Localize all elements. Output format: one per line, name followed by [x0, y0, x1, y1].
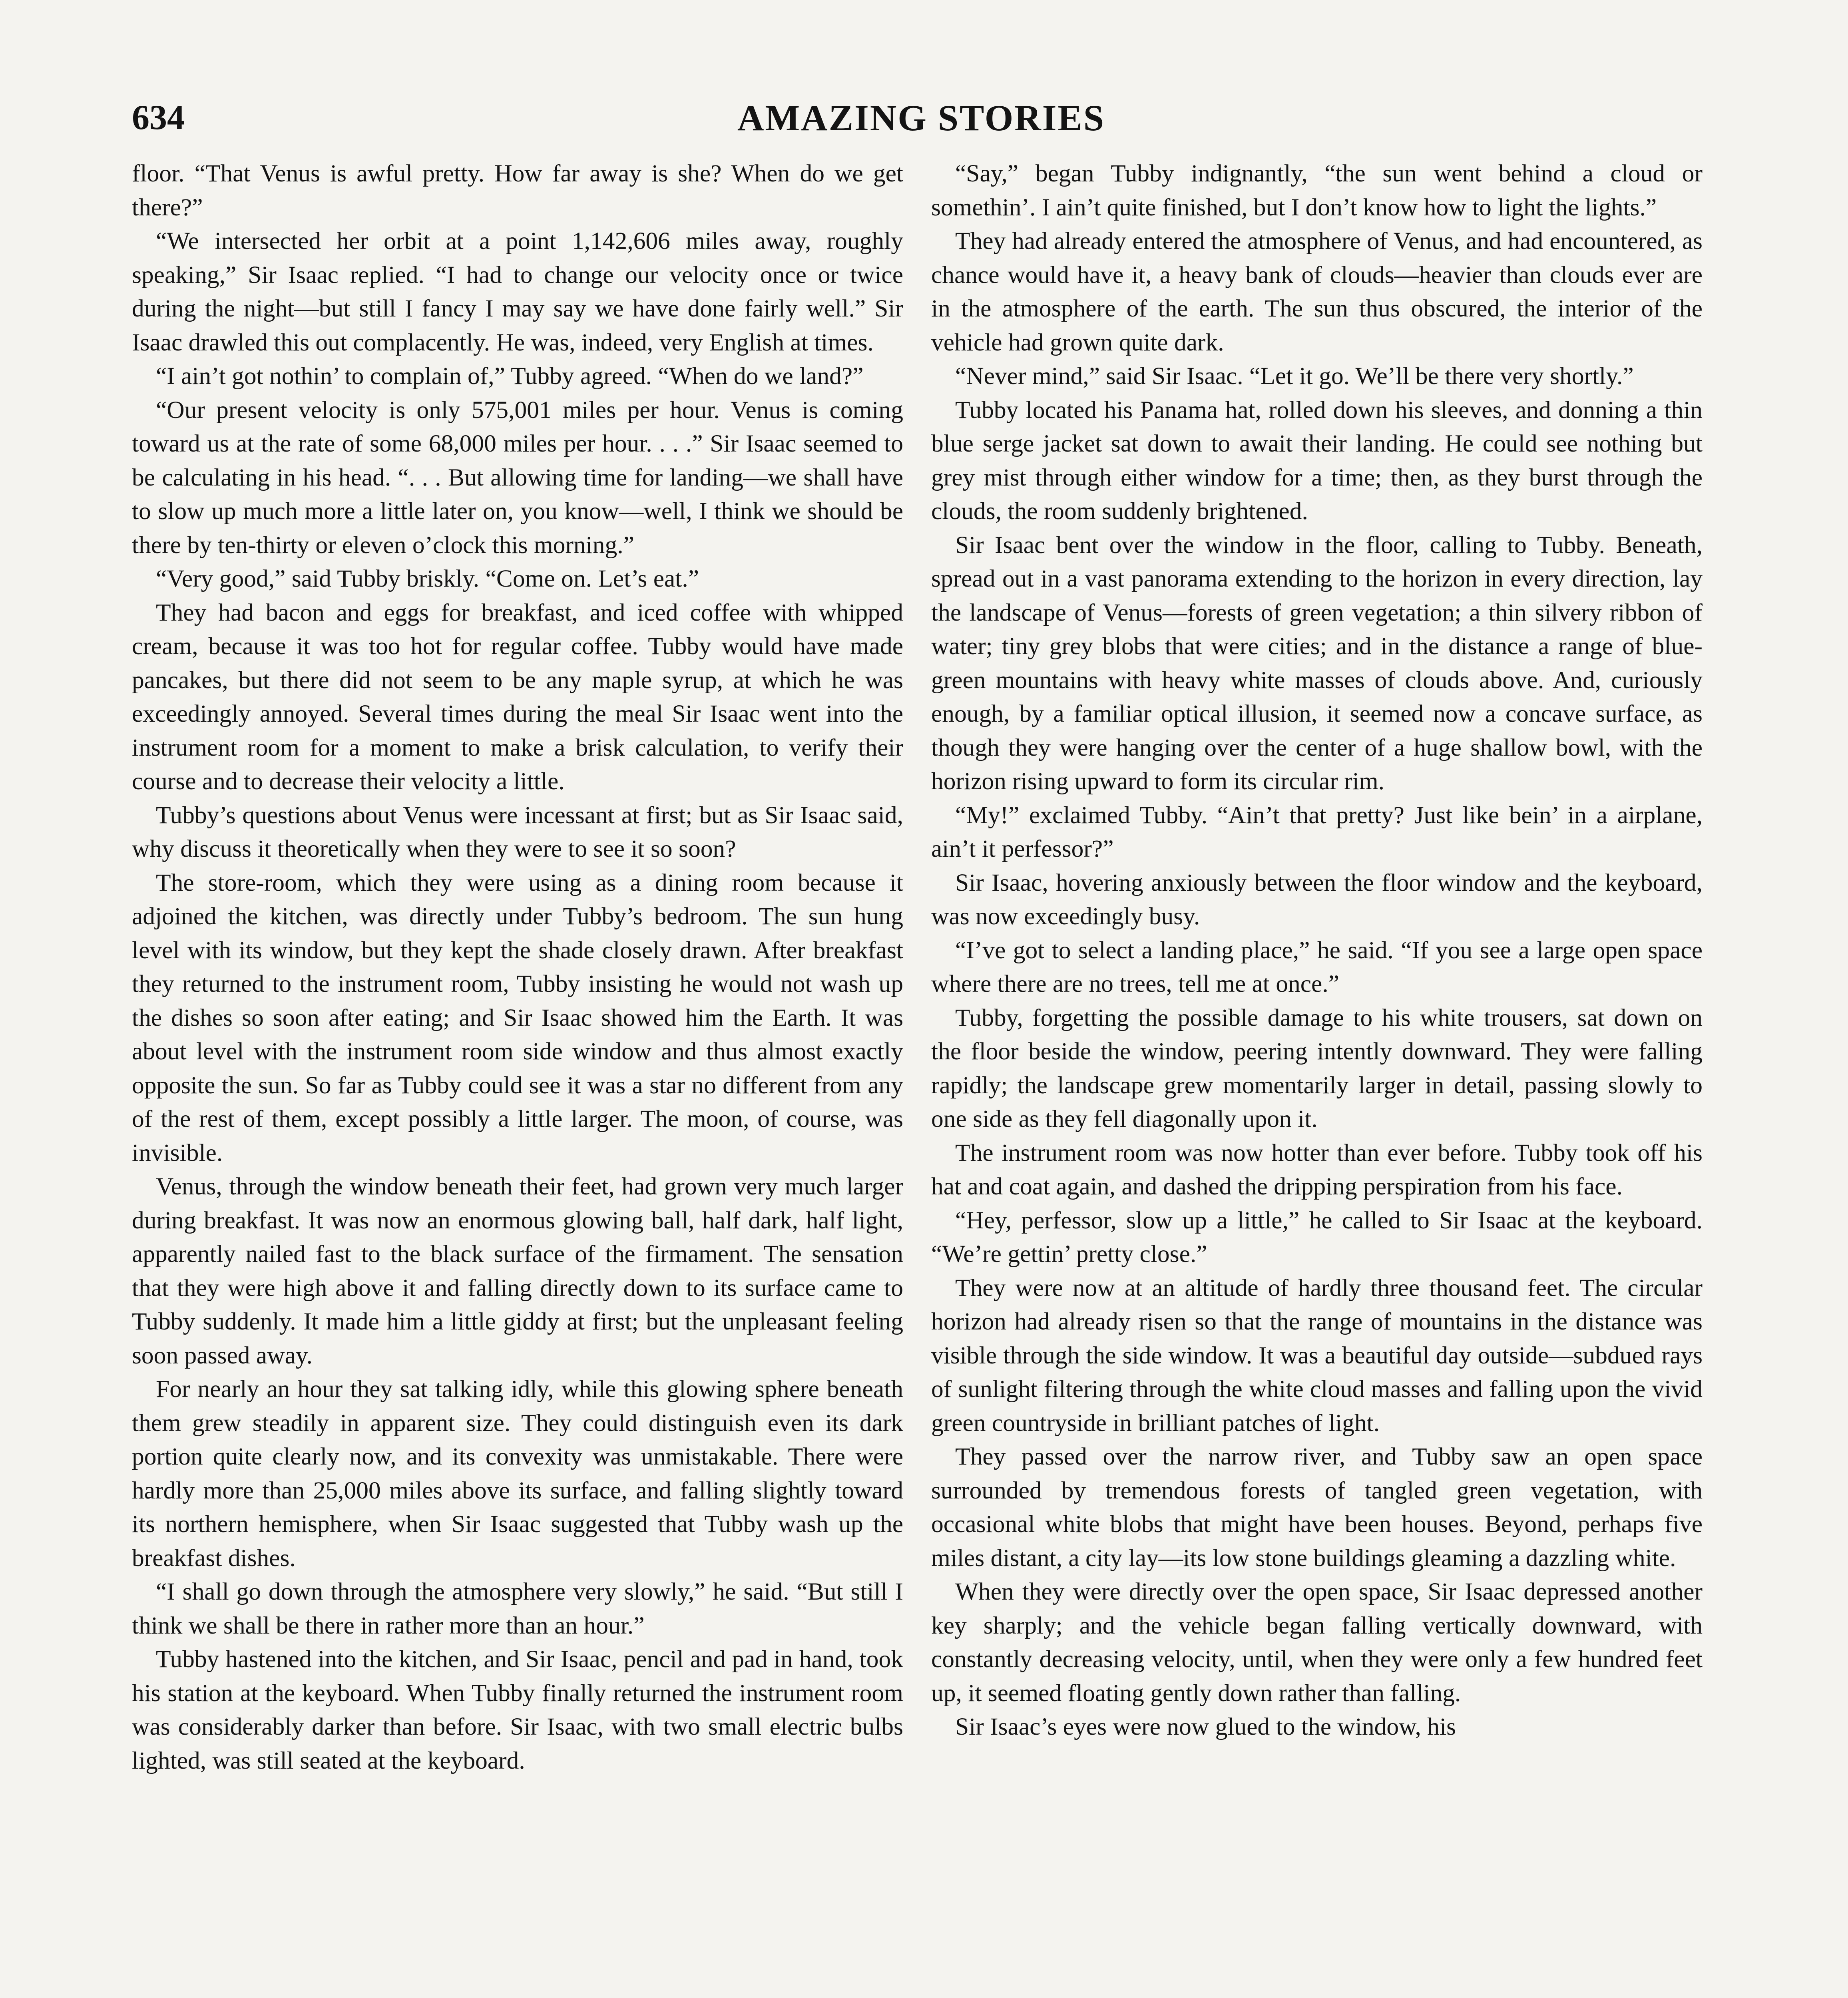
paragraph: Tubby hastened into the kitchen, and Sir Isaac, pencil and pad in hand, took his station at the keyboard. When Tubby finally returned the instrument room was considerably darker than before. Sir Isaac, with two small electric bulbs lighted, was still seated at the keyboard. — [132, 1646, 903, 1774]
paragraph: The instrument room was now hotter than ever before. Tubby took off his hat and coat again, and dashed the dripping perspiration from his face. — [931, 1139, 1703, 1200]
paragraph: “Our present velocity is only 575,001 miles per hour. Venus is coming toward us at the rate of some 68,000 miles per hour. . . .” Sir Isaac seemed to be calculating in his head. “. . . But allowing time for landing—we shall have to slow up much more a little later on, you know—well, I think we should be there by ten-thirty or eleven o’clock this morning.” — [132, 396, 903, 559]
left-column — [132, 157, 903, 1777]
paragraph: “Say,” began Tubby indignantly, “the sun went behind a cloud or somethin’. I ain’t quite finished, but I don’t know how to light the lights.” — [931, 160, 1703, 221]
paragraph: Tubby, forgetting the possible damage to his white trousers, sat down on the floor beside the window, peering intently downward. They were falling rapidly; the landscape grew momentarily larger in detail, passing slowly to one side as they fell diagonally upon it. — [931, 1004, 1703, 1132]
paragraph: “We intersected her orbit at a point 1,142,606 miles away, roughly speaking,” Sir Isaac replied. “I had to change our velocity once or twice during the night—but still I fancy I may say we have done fairly well.” Sir Isaac drawled this out complacently. He was, indeed, very English at times. — [132, 227, 903, 356]
paragraph: They had bacon and eggs for breakfast, and iced coffee with whipped cream, because it was too hot for regular coffee. Tubby would have made pancakes, but there did not seem to be any maple syrup, at which he was exceedingly annoyed. Several times during the meal Sir Isaac went into the instrument room for a moment to make a brisk calculation, to verify their course and to decrease their velocity a little. — [132, 599, 903, 795]
paragraph: Sir Isaac bent over the window in the floor, calling to Tubby. Beneath, spread out in a vast panorama extending to the horizon in every direction, lay the landscape of Venus—forests of green vegetation; a thin silvery ribbon of water; tiny grey blobs that were cities; and in the distance a range of blue-green mountains with heavy white masses of clouds above. And, curiously enough, by a familiar optical illusion, it seemed now a concave surface, as though they were hanging over the center of a huge shallow bowl, with the horizon rising upward to form its circular rim. — [931, 531, 1703, 795]
right-column — [931, 157, 1703, 1744]
paragraph: “I shall go down through the atmosphere very slowly,” he said. “But still I think we shall be there in rather more than an hour.” — [132, 1578, 903, 1639]
paragraph: Sir Isaac’s eyes were now glued to the window, his — [955, 1713, 1456, 1740]
paragraph: They passed over the narrow river, and Tubby saw an open space surrounded by tremendous forests of tangled green vegetation, with occasional white blobs that might have been houses. Beyond, perhaps five miles distant, a city lay—its low stone buildings gleaming a dazzling white. — [931, 1443, 1703, 1572]
paragraph: “My!” exclaimed Tubby. “Ain’t that pretty? Just like bein’ in a airplane, ain’t it perfessor?” — [931, 801, 1703, 862]
paragraph: “I’ve got to select a landing place,” he said. “If you see a large open space where there are no trees, tell me at once.” — [931, 936, 1703, 997]
paragraph: They were now at an altitude of hardly three thousand feet. The circular horizon had already risen so that the range of mountains in the distance was visible through the side window. It was a beautiful day outside—subdued rays of sunlight filtering through the white cloud masses and falling upon the vivid green countryside in brilliant patches of light. — [931, 1274, 1703, 1437]
paragraph: They had already entered the atmosphere of Venus, and had encountered, as chance would have it, a heavy bank of clouds—heavier than clouds ever are in the atmosphere of the earth. The sun thus obscured, the interior of the vehicle had grown quite dark. — [931, 227, 1703, 356]
paragraph: For nearly an hour they sat talking idly, while this glowing sphere beneath them grew steadily in apparent size. They could distinguish even its dark portion quite clearly now, and its convexity was unmistakable. There were hardly more than 25,000 miles above its surface, and falling slightly toward its northern hemisphere, when Sir Isaac suggested that Tubby wash up the breakfast dishes. — [132, 1375, 903, 1572]
magazine-title: AMAZING STORIES — [737, 98, 1105, 138]
paragraph: floor. “That Venus is awful pretty. How far away is she? When do we get there?” — [132, 160, 903, 221]
paragraph: Sir Isaac, hovering anxiously between the floor window and the keyboard, was now exceedingly busy. — [931, 869, 1703, 930]
paragraph: “Very good,” said Tubby briskly. “Come on. Let’s eat.” — [156, 565, 699, 592]
page-header — [132, 92, 1711, 144]
paragraph: When they were directly over the open space, Sir Isaac depressed another key sharply; and the vehicle began falling vertically downward, with constantly decreasing velocity, until, when they were only a few hundred feet up, it seemed floating gently down rather than falling. — [931, 1578, 1703, 1707]
paragraph: “Never mind,” said Sir Isaac. “Let it go. We’ll be there very shortly.” — [955, 362, 1634, 390]
paragraph: Tubby’s questions about Venus were incessant at first; but as Sir Isaac said, why discuss it theoretically when they were to see it so soon? — [132, 801, 903, 862]
paragraph: “Hey, perfessor, slow up a little,” he called to Sir Isaac at the keyboard. “We’re gettin’ pretty close.” — [931, 1206, 1703, 1268]
page-number: 634 — [132, 98, 185, 137]
paragraph: Tubby located his Panama hat, rolled down his sleeves, and donning a thin blue serge jacket sat down to await their landing. He could see nothing but grey mist through either window for a time; then, as they burst through the clouds, the room suddenly brightened. — [931, 396, 1703, 525]
paragraph: Venus, through the window beneath their feet, had grown very much larger during breakfast. It was now an enormous glowing ball, half dark, half light, apparently nailed fast to the black surface of the firmament. The sensation that they were high above it and falling directly down to its surface came to Tubby suddenly. It made him a little giddy at first; but the unpleasant feeling soon passed away. — [132, 1173, 903, 1369]
paragraph: The store-room, which they were using as a dining room because it adjoined the kitchen, was directly under Tubby’s bedroom. The sun hung level with its window, but they kept the shade closely drawn. After breakfast they returned to the instrument room, Tubby insisting he would not wash up the dishes so soon after eating; and Sir Isaac showed him the Earth. It was about level with the instrument room side window and thus almost exactly opposite the sun. So far as Tubby could see it was a star no different from any of the rest of them, except possibly a little larger. The moon, of course, was invisible. — [132, 869, 903, 1166]
paragraph: “I ain’t got nothin’ to complain of,” Tubby agreed. “When do we land?” — [156, 362, 864, 390]
